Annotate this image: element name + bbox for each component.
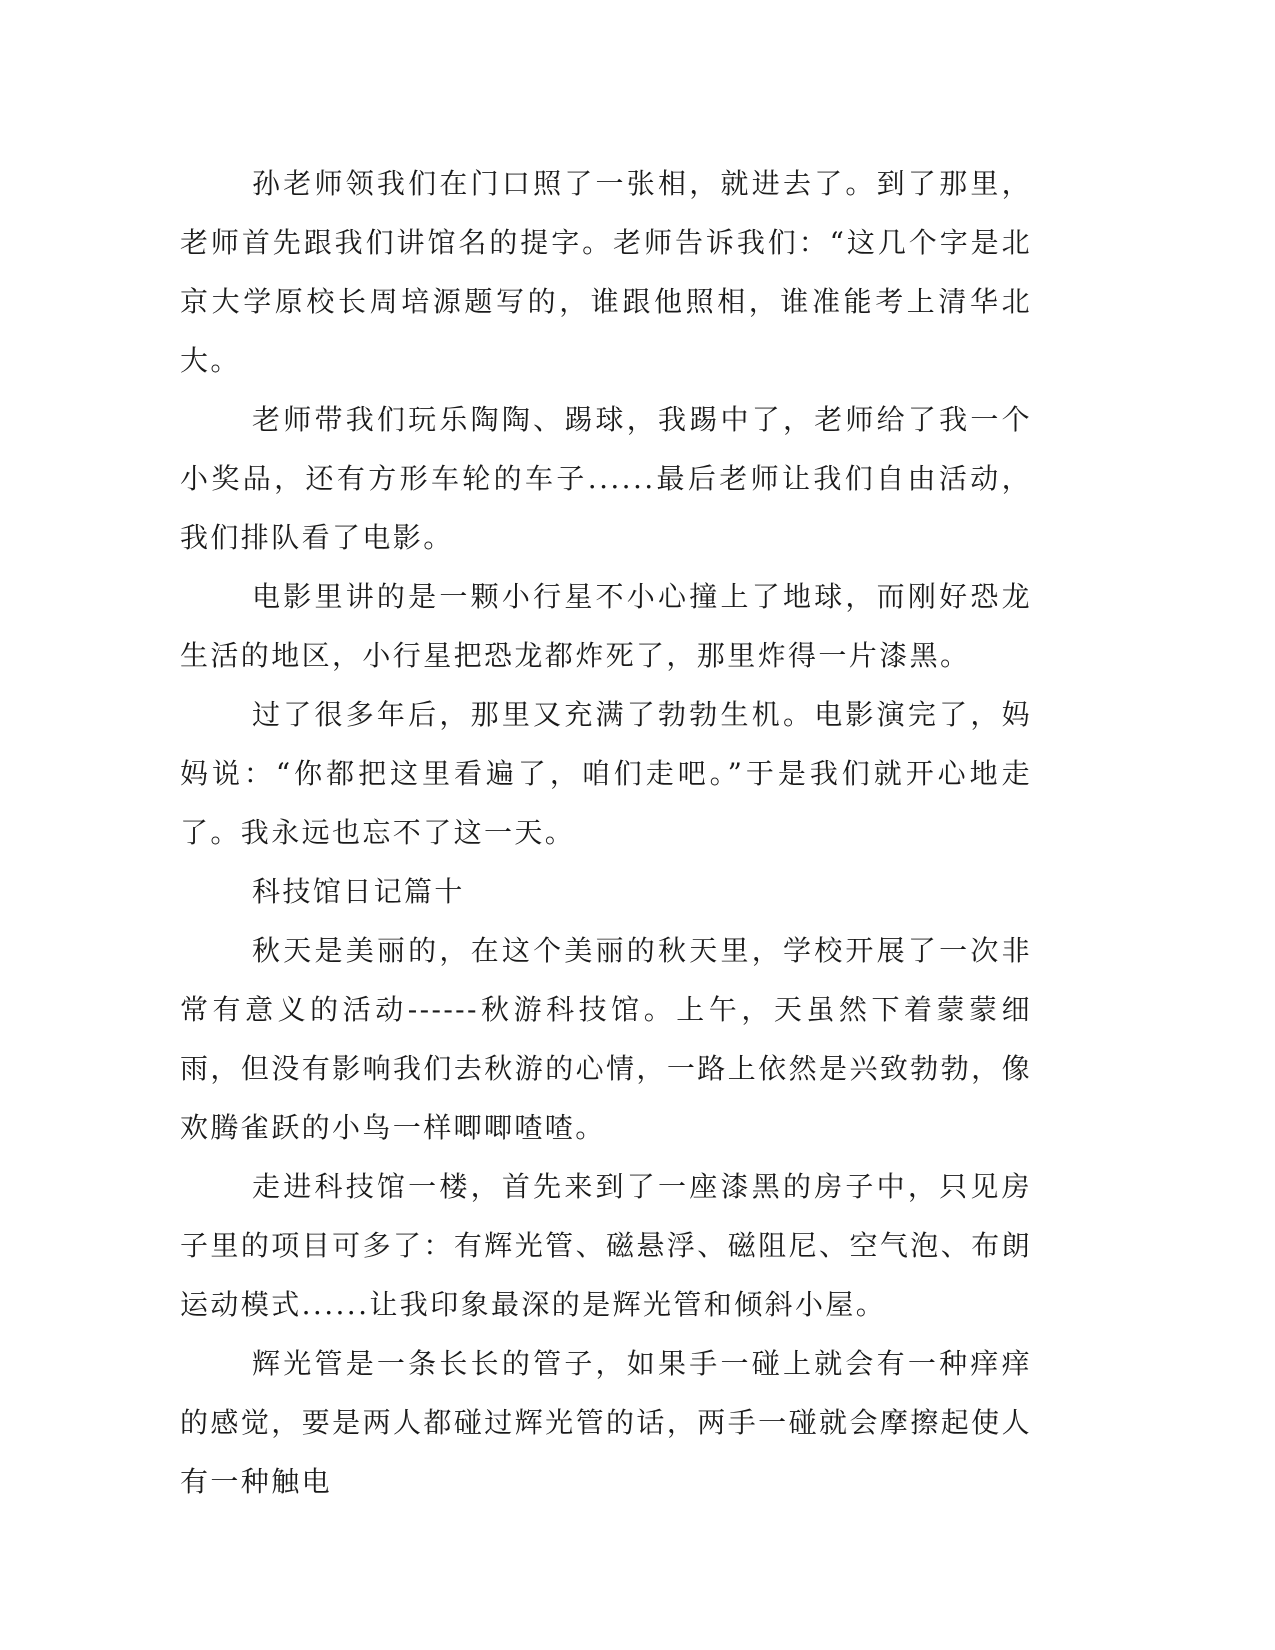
paragraph-autumn-trip: 秋天是美丽的，在这个美丽的秋天里，学校开展了一次非常有意义的活动------秋游科技馆。上午，天虽然下着蒙蒙细雨，但没有影响我们去秋游的心情，一路上依然是兴致勃勃，像欢腾雀跃的小鸟一样唧唧喳喳。	[180, 934, 1032, 1144]
paragraph-first-floor: 走进科技馆一楼，首先来到了一座漆黑的房子中，只见房子里的项目可多了：有辉光管、磁悬浮、磁阻尼、空气泡、布朗运动模式......让我印象最深的是辉光管和倾斜小屋。	[180, 1170, 1032, 1321]
document-body	[180, 154, 1032, 1511]
paragraph-leaving: 过了很多年后，那里又充满了勃勃生机。电影演完了，妈妈说：“你都把这里看遍了，咱们走吧。”于是我们就开心地走了。我永远也忘不了这一天。	[180, 698, 1032, 849]
paragraph-movie-content: 电影里讲的是一颗小行星不小心撞上了地球，而刚好恐龙生活的地区，小行星把恐龙都炸死了，那里炸得一片漆黑。	[180, 580, 1032, 672]
section-heading: 科技馆日记篇十	[252, 875, 465, 908]
paragraph-glow-tube: 辉光管是一条长长的管子，如果手一碰上就会有一种痒痒的感觉，要是两人都碰过辉光管的话，两手一碰就会摩擦起使人有一种触电	[180, 1347, 1032, 1498]
paragraph-games-and-movie: 老师带我们玩乐陶陶、踢球，我踢中了，老师给了我一个小奖品，还有方形车轮的车子......最后老师让我们自由活动，我们排队看了电影。	[180, 403, 1032, 554]
paragraph-photo-at-entrance: 孙老师领我们在门口照了一张相，就进去了。到了那里，老师首先跟我们讲馆名的提字。老师告诉我们：“这几个字是北京大学原校长周培源题写的，谁跟他照相，谁准能考上清华北大。	[180, 167, 1032, 377]
